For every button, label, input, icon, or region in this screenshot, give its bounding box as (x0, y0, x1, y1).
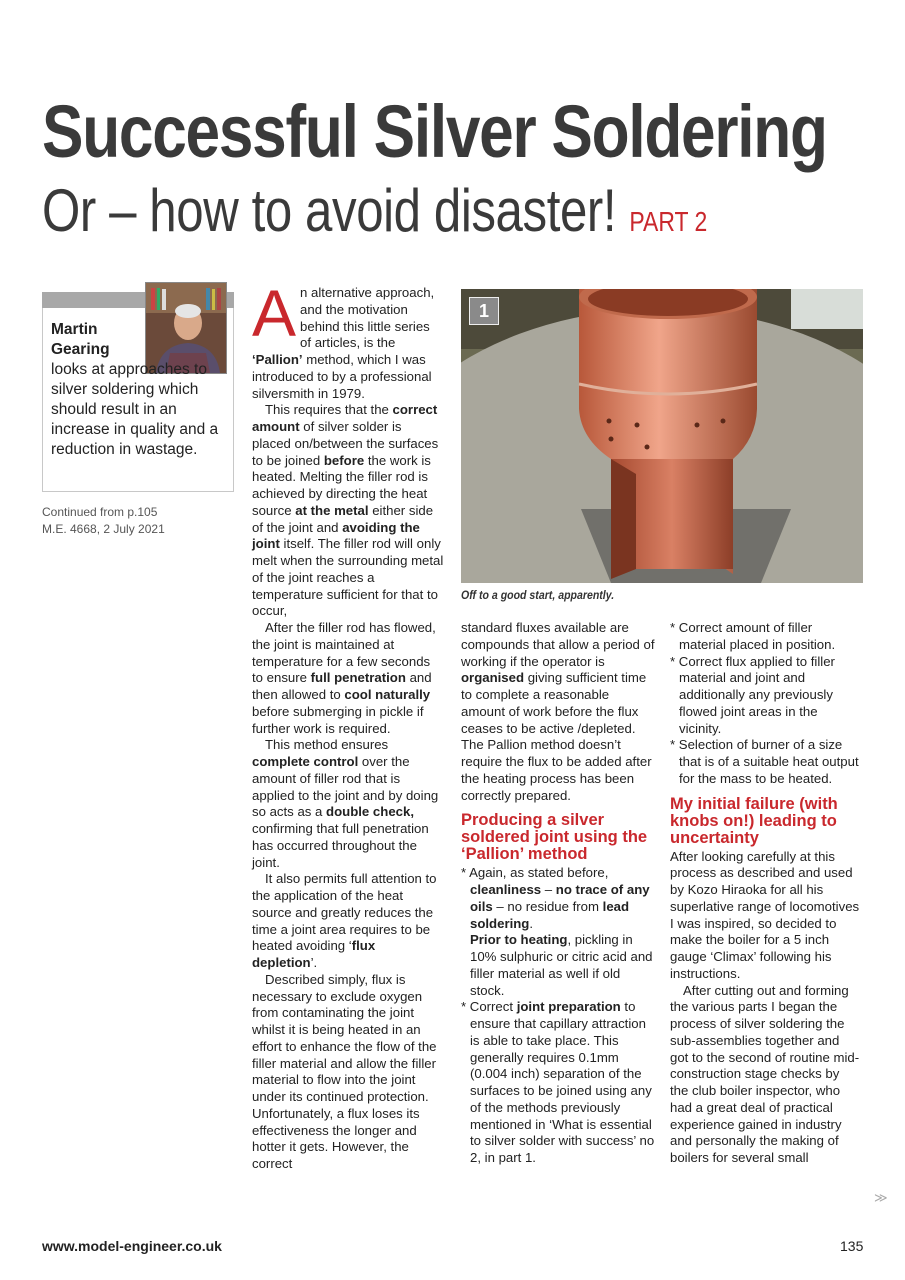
author-last-name: Gearing (51, 341, 110, 358)
continue-arrow-icon: ≫ (874, 1190, 888, 1205)
paragraph: An alternative approach, and the motivation behind this little series of articles, is the ‘Pallion’ method, which I was introduced to by a professional silversmith in 1979. (252, 276, 435, 401)
paragraph: Described simply, flux is necessary to exclude oxygen from contaminating the joint whilst it is being heated in an effort to enhance the flow of the filler material and allow the filler material to flow into the joint under its continued protection. Unfortunately, a flux loses its effectiveness the longer and hotter it gets. However, the correct (252, 971, 437, 1171)
figure-photo (461, 289, 863, 583)
continued-note (42, 504, 232, 538)
article-title: Successful Silver Soldering (42, 90, 827, 173)
bullet-item: * Selection of burner of a size that is of a suitable heat output for the mass to be heated. (670, 737, 859, 786)
subtitle-text: Or – how to avoid disaster! (42, 177, 617, 244)
part-label: PART 2 (629, 206, 708, 237)
footer-url[interactable]: www.model-engineer.co.uk (42, 1238, 222, 1254)
author-intro-text: looks at approaches to silver soldering which should result in an increase in quality and a reduction in wastage. (51, 361, 219, 458)
column-1 (252, 276, 444, 1173)
page-number: 135 (840, 1238, 864, 1254)
column-3 (670, 620, 860, 1167)
paragraph: standard fluxes available are compounds that allow a period of working if the operator is organised giving sufficient time to complete a reasonable amount of work before the flux ceases to be active /depleted. The Pallion method doesn’t require the flux to be added after the heating process has been correctly prepared. (461, 620, 655, 803)
paragraph: This method ensures complete control over the amount of filler rod that is applied to the joint and by doing so acts as a double check, confirming that full penetration has occurred throughout the joint. (252, 737, 439, 870)
paragraph: After the filler rod has flowed, the joint is maintained at temperature for a few seconds to ensure full penetration and then allowed to cool naturally before submerging in pickle if further work is required. (252, 620, 436, 736)
figure-number-badge: 1 (469, 297, 499, 325)
bullet-item: * Correct amount of filler material placed in position. (670, 620, 836, 652)
article-subtitle (42, 178, 707, 255)
section-heading: My initial failure (with knobs on!) leading to uncertainty (670, 794, 838, 847)
paragraph: After cutting out and forming the various parts I began the process of silver soldering the sub-assemblies together and got to the second of routine mid-construction stage checks by the club boiler inspector, who had a great deal of practical experience gained in industry and personally the making of boilers for several small (670, 982, 860, 1165)
paragraph: It also permits full attention to the application of the heat source and greatly reduces the time a joint area requires to be heated avoiding ‘flux depletion’. (252, 871, 437, 970)
section-heading: Producing a silver soldered joint using the ‘Pallion’ method (461, 811, 648, 864)
bullet-item: * Correct joint preparation to ensure that capillary attraction is able to take place. This generally requires 0.1mm (0.004 inch) separation of the surfaces to be joined using any of the methods previously mentioned in ‘What is essential to silver solder with success’ no 2, in part 1. (461, 999, 655, 1165)
author-first-name: Martin (51, 321, 98, 338)
issue-ref: M.E. 4668, 2 July 2021 (42, 522, 165, 536)
bullet-item: * Correct flux applied to filler material and joint and additionally any previously flowed joint areas in the vicinity. (670, 653, 835, 736)
bullet-continuation: Prior to heating, pickling in 10% sulphuric or citric acid and filler material as well if old stock. (470, 932, 653, 998)
author-intro (51, 320, 231, 460)
column-2 (461, 620, 656, 1167)
drop-cap: A (252, 276, 297, 350)
paragraph: This requires that the correct amount of silver solder is placed on/between the surfaces to be joined before the work is heated. Melting the filler rod is achieved by directing the heat source at the metal either side of the joint and avoiding the joint itself. The filler rod will only melt when the surrounding metal of the joint reaches a temperature sufficient for that to occur, (252, 402, 444, 619)
bullet-item: * Again, as stated before, cleanliness – no trace of any oils – no residue from lead soldering. (461, 865, 650, 931)
continued-from: Continued from p.105 (42, 505, 158, 519)
figure-caption: Off to a good start, apparently. (461, 588, 615, 602)
paragraph: After looking carefully at this process as described and used by Kozo Hiraoka for all his superlative range of locomotives I was inspired, so decided to make the boiler for a 5 inch gauge ‘Climax’ following his instructions. (670, 848, 860, 981)
